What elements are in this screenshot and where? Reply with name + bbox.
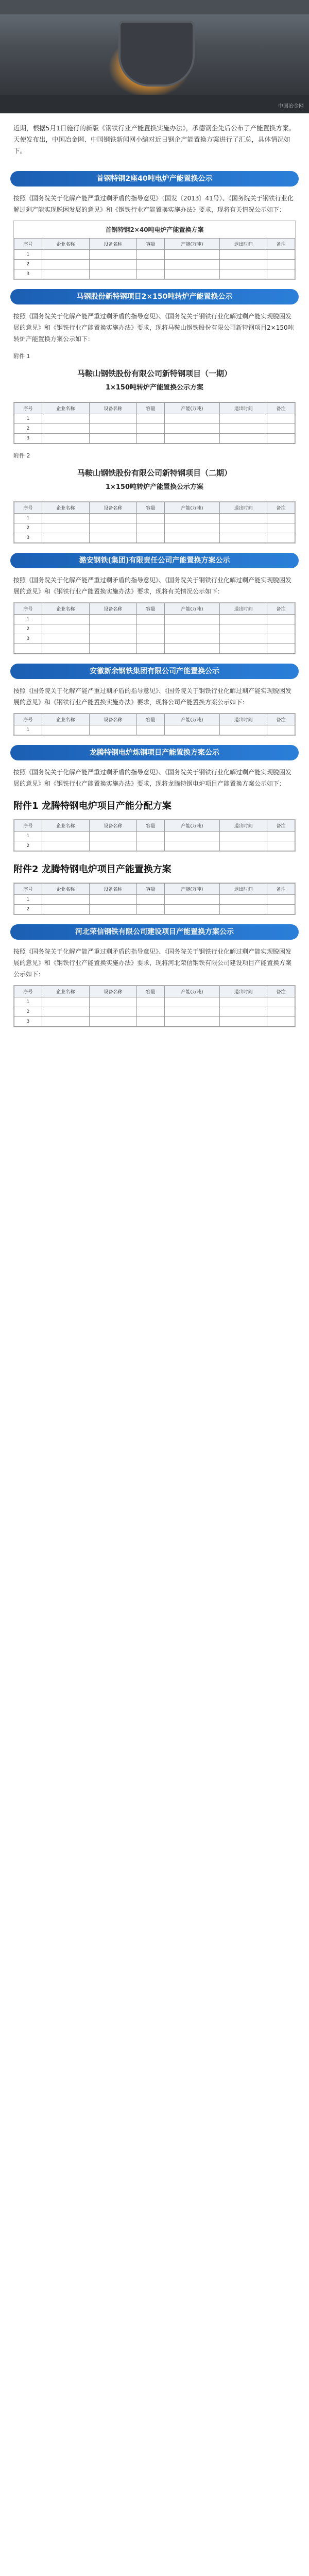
attachment-label-1: 附件 1 [13,353,30,360]
lt-attachment-2: 附件2 龙腾特钢电炉项目产能置换方案 [13,864,171,875]
table-row: 1 [14,250,295,260]
table-row: 2 [14,841,295,851]
sheet-title-1: 首钢特钢2×40吨电炉产能置换方案 [105,226,204,233]
doc-title-2: 马鞍山钢铁股份有限公司新特钢项目（二期） [77,468,232,478]
crane-rail [0,15,309,19]
intro-paragraph: 近期，根据5月1日施行的新版《钢铁行业产能置换实施办法》，承德钢企先后公布了产能置换方案。天使发布出，中国冶金网、中国钢铁新闻网小编对近日钢企产能置换方案进行了汇总，具体情况如下。 [13,124,296,155]
table-row: 2 [14,523,295,533]
table-row: 1 [14,832,295,841]
data-table-4: 序号 企业名称 设备名称 容量 产能(万吨) 退出时间 备注 1 2 3 [14,603,295,654]
section-title-2: 马钢股份新特钢项目2×150吨转炉产能置换公示 [10,289,299,304]
ladle-icon [118,21,195,87]
data-table-7: 序号 企业名称 设备名称 容量 产能(万吨) 退出时间 备注 1 2 [14,883,295,914]
table-row: 2 [14,624,295,634]
section-title-6: 河北荣信钢铁有限公司建设项目产能置换方案公示 [10,924,299,940]
table-row: 1 [14,997,295,1007]
table-row [14,644,295,654]
th: 序号 [14,239,42,250]
doc-title-1: 马鞍山钢铁股份有限公司新特钢项目（一期） [77,369,232,378]
table-sheet-5 [13,713,296,736]
data-table-3: 序号 企业名称 设备名称 容量 产能(万吨) 退出时间 备注 1 2 3 [14,502,295,543]
table-sheet-3 [13,501,296,544]
section-para-5: 按照《国务院关于化解产能严重过剩矛盾的指导意见》、《国务院关于钢铁行业化解过剩产能实现脱困发展的意见》和《钢铁行业产能置换实施办法》要求，现将龙腾特钢电炉项目产能置换方案公示如下： [13,769,292,787]
crane-beam [0,0,309,14]
table-row: 1 [14,895,295,905]
table-row: 2 [14,1007,295,1017]
table-sheet-1 [13,221,296,280]
section-para-3: 按照《国务院关于化解产能严重过剩矛盾的指导意见》、《国务院关于钢铁行业化解过剩产能实现脱困发展的意见》和《钢铁行业产能置换实施办法》要求，现将有关情况公示如下： [13,577,292,595]
data-table-5: 序号 企业名称 设备名称 容量 产能(万吨) 退出时间 备注 1 [14,714,295,735]
th: 容量 [137,239,165,250]
th: 设备名称 [89,239,136,250]
table-row: 1 [14,725,295,735]
floor [0,95,309,113]
section-title-3: 潞安钢铁(集团)有限责任公司产能置换方案公示 [10,553,299,568]
th: 退出时间 [220,239,267,250]
table-sheet-4 [13,602,296,654]
table-row: 3 [14,434,295,444]
data-table-6: 序号 企业名称 设备名称 容量 产能(万吨) 退出时间 备注 1 2 [14,820,295,851]
table-row: 3 [14,533,295,543]
table-sheet-2 [13,402,296,444]
section-title-1: 首钢特钢2座40吨电炉产能置换公示 [10,171,299,187]
table-row: 2 [14,260,295,269]
table-sheet-7 [13,883,296,915]
data-table-8: 序号 企业名称 设备名称 容量 产能(万吨) 退出时间 备注 1 2 3 [14,986,295,1027]
th: 产能(万吨) [164,239,219,250]
data-table-1 [14,238,295,279]
table-sheet-8 [13,985,296,1027]
table-row: 3 [14,269,295,279]
doc-sub-1: 1×150吨转炉产能置换公示方案 [105,384,204,392]
th: 企业名称 [42,239,89,250]
th: 备注 [267,239,295,250]
hero-image [0,0,309,113]
table-sheet-6 [13,819,296,852]
doc-sub-2: 1×150吨转炉产能置换公示方案 [105,483,204,491]
section-para-1: 按照《国务院关于化解产能严重过剩矛盾的指导意见》（国发〔2013〕41号）、《国务院关于钢铁行业化解过剩产能实现脱困发展的意见》和《钢铁行业产能置换实施办法》要求，现将有关情况公示如下： [13,195,294,213]
table-row: 1 [14,414,295,424]
table-row: 3 [14,1017,295,1027]
table-row: 3 [14,634,295,644]
section-title-5: 龙腾特钢电炉炼钢项目产能置换方案公示 [10,745,299,760]
table-row: 2 [14,905,295,914]
lt-attachment-1: 附件1 龙腾特钢电炉项目产能分配方案 [13,801,171,811]
section-para-2: 按照《国务院关于化解产能严重过剩矛盾的指导意见》、《国务院关于钢铁行业化解过剩产能实现脱困发展的意见》和《钢铁行业产能置换实施办法》要求，现将马鞍山钢铁股份有限公司新特钢项目2×150吨转炉产能置换方案公示如下： [13,313,294,343]
table-row: 2 [14,424,295,434]
section-title-4: 安徽新余钢铁集团有限公司产能置换公示 [10,664,299,679]
data-table-2: 序号 企业名称 设备名称 容量 产能(万吨) 退出时间 备注 1 2 3 [14,402,295,444]
section-para-6: 按照《国务院关于化解产能严重过剩矛盾的指导意见》、《国务院关于钢铁行业化解过剩产能实现脱困发展的意见》和《钢铁行业产能置换实施办法》要求，现将河北荣信钢铁有限公司建设项目产能置换方案公示如下： [13,948,292,978]
attachment-label-2: 附件 2 [13,452,30,459]
section-para-4: 按照《国务院关于化解产能严重过剩矛盾的指导意见》、《国务院关于钢铁行业化解过剩产能实现脱困发展的意见》和《钢铁行业产能置换实施办法》要求，现将公司产能置换方案公示如下： [13,687,292,706]
table-row: 1 [14,514,295,523]
watermark: 中国冶金网 [278,104,304,109]
table-row: 1 [14,615,295,624]
